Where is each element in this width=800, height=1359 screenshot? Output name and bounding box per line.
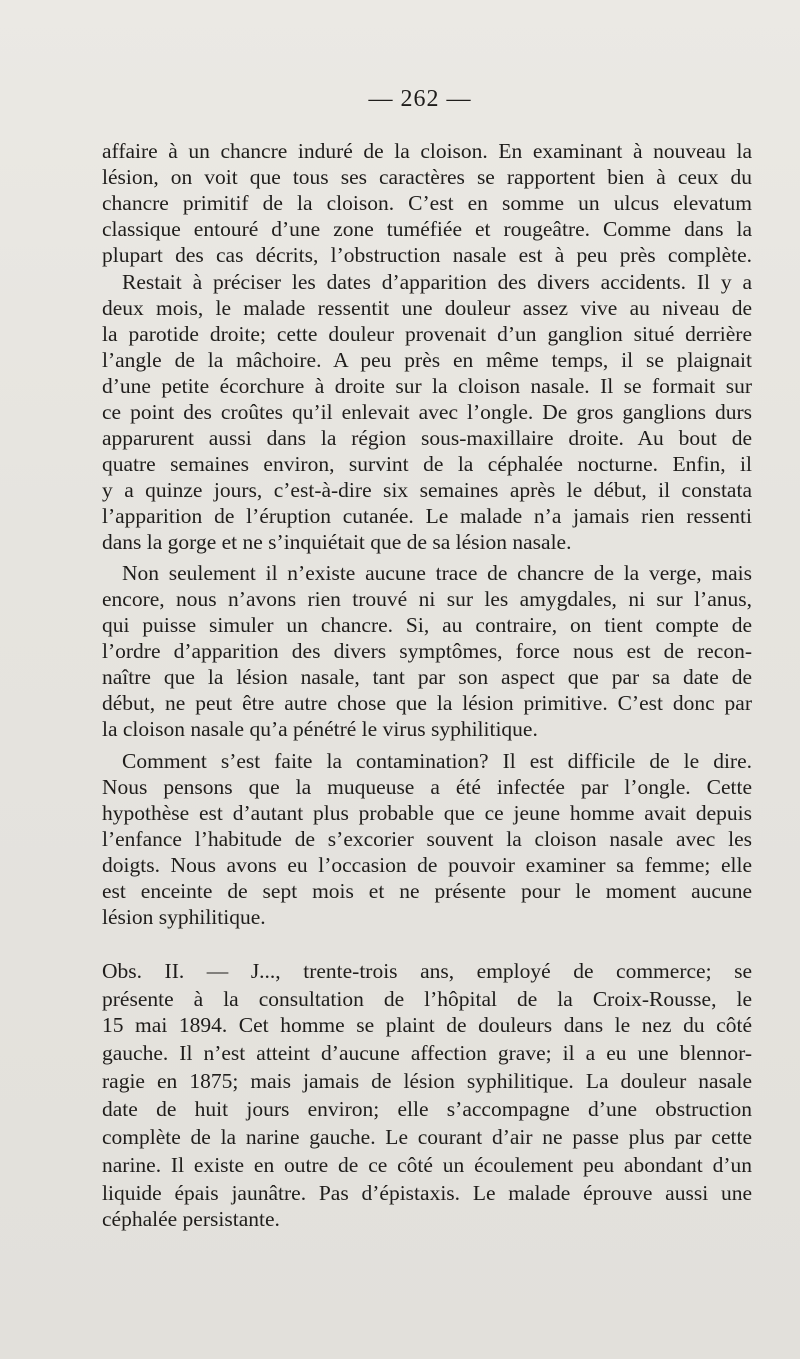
text-line: l’enfance l’habitude de s’excorier souvent la cloison nasale avec les [102,827,752,851]
text-line: d’une petite écorchure à droite sur la cloison nasale. Il se formait sur [102,374,752,398]
text-line: présente à la consultation de l’hôpital de la Croix-Rousse, le [102,987,752,1011]
text-line: date de huit jours environ; elle s’accompagne d’une obstruction [102,1097,752,1121]
text-line: apparurent aussi dans la région sous-maxillaire droite. Au bout de [102,426,752,450]
text-line: narine. Il existe en outre de ce côté un écoulement peu abondant d’un [102,1153,752,1177]
text-line: l’angle de la mâchoire. A peu près en même temps, il se plaignait [102,348,752,372]
text-line: lésion, on voit que tous ses caractères se rapportent bien à ceux du [102,165,752,189]
text-line: Non seulement il n’existe aucune trace de chancre de la verge, mais [122,561,752,585]
text-line: la parotide droite; cette douleur provenait d’un ganglion situé derrière [102,322,752,346]
text-line: 15 mai 1894. Cet homme se plaint de douleurs dans le nez du côté [102,1013,752,1037]
observation-heading-line: Obs. II. — J..., trente-trois ans, employé de commerce; se [102,959,752,983]
text-line: hypothèse est d’autant plus probable que ce jeune homme avait depuis [102,801,752,825]
text-line: la cloison nasale qu’a pénétré le virus syphilitique. [102,717,538,741]
text-line: Comment s’est faite la contamination? Il est difficile de le dire. [122,749,752,773]
text-line: ce point des croûtes qu’il enlevait avec l’ongle. De gros ganglions durs [102,400,752,424]
text-line: est enceinte de sept mois et ne présente pour le moment aucune [102,879,752,903]
text-line: Restait à préciser les dates d’apparition des divers accidents. Il y a [122,270,752,294]
text-line: classique entouré d’une zone tuméfiée et rougeâtre. Comme dans la [102,217,752,241]
text-line: qui puisse simuler un chancre. Si, au contraire, on tient compte de [102,613,752,637]
page-number: — 262 — [368,86,472,112]
text-line: dans la gorge et ne s’inquiétait que de sa lésion nasale. [102,530,572,554]
text-line: céphalée persistante. [102,1207,280,1231]
text-line: l’apparition de l’éruption cutanée. Le malade n’a jamais rien ressenti [102,504,752,528]
text-line: deux mois, le malade ressentit une douleur assez vive au niveau de [102,296,752,320]
text-line: quatre semaines environ, survint de la céphalée nocturne. Enfin, il [102,452,752,476]
text-line: Nous pensons que la muqueuse a été infectée par l’ongle. Cette [102,775,752,799]
text-line: chancre primitif de la cloison. C’est en somme un ulcus elevatum [102,191,752,215]
text-line: doigts. Nous avons eu l’occasion de pouvoir examiner sa femme; elle [102,853,752,877]
text-line: début, ne peut être autre chose que la lésion primitive. C’est donc par [102,691,752,715]
text-line: complète de la narine gauche. Le courant d’air ne passe plus par cette [102,1125,752,1149]
text-line: lésion syphilitique. [102,905,266,929]
text-line: y a quinze jours, c’est-à-dire six semaines après le début, il constata [102,478,752,502]
text-line: liquide épais jaunâtre. Pas d’épistaxis. Le malade éprouve aussi une [102,1181,752,1205]
text-line: encore, nous n’avons rien trouvé ni sur les amygdales, ni sur l’anus, [102,587,752,611]
text-line: affaire à un chancre induré de la cloison. En examinant à nouveau la [102,139,752,163]
text-line: l’ordre d’apparition des divers symptômes, force nous est de recon- [102,639,752,663]
text-line: plupart des cas décrits, l’obstruction nasale est à peu près complète. [102,243,752,267]
text-line: naître que la lésion nasale, tant par son aspect que par sa date de [102,665,752,689]
text-line: ragie en 1875; mais jamais de lésion syphilitique. La douleur nasale [102,1069,752,1093]
text-line: gauche. Il n’est atteint d’aucune affection grave; il a eu une blennor- [102,1041,752,1065]
